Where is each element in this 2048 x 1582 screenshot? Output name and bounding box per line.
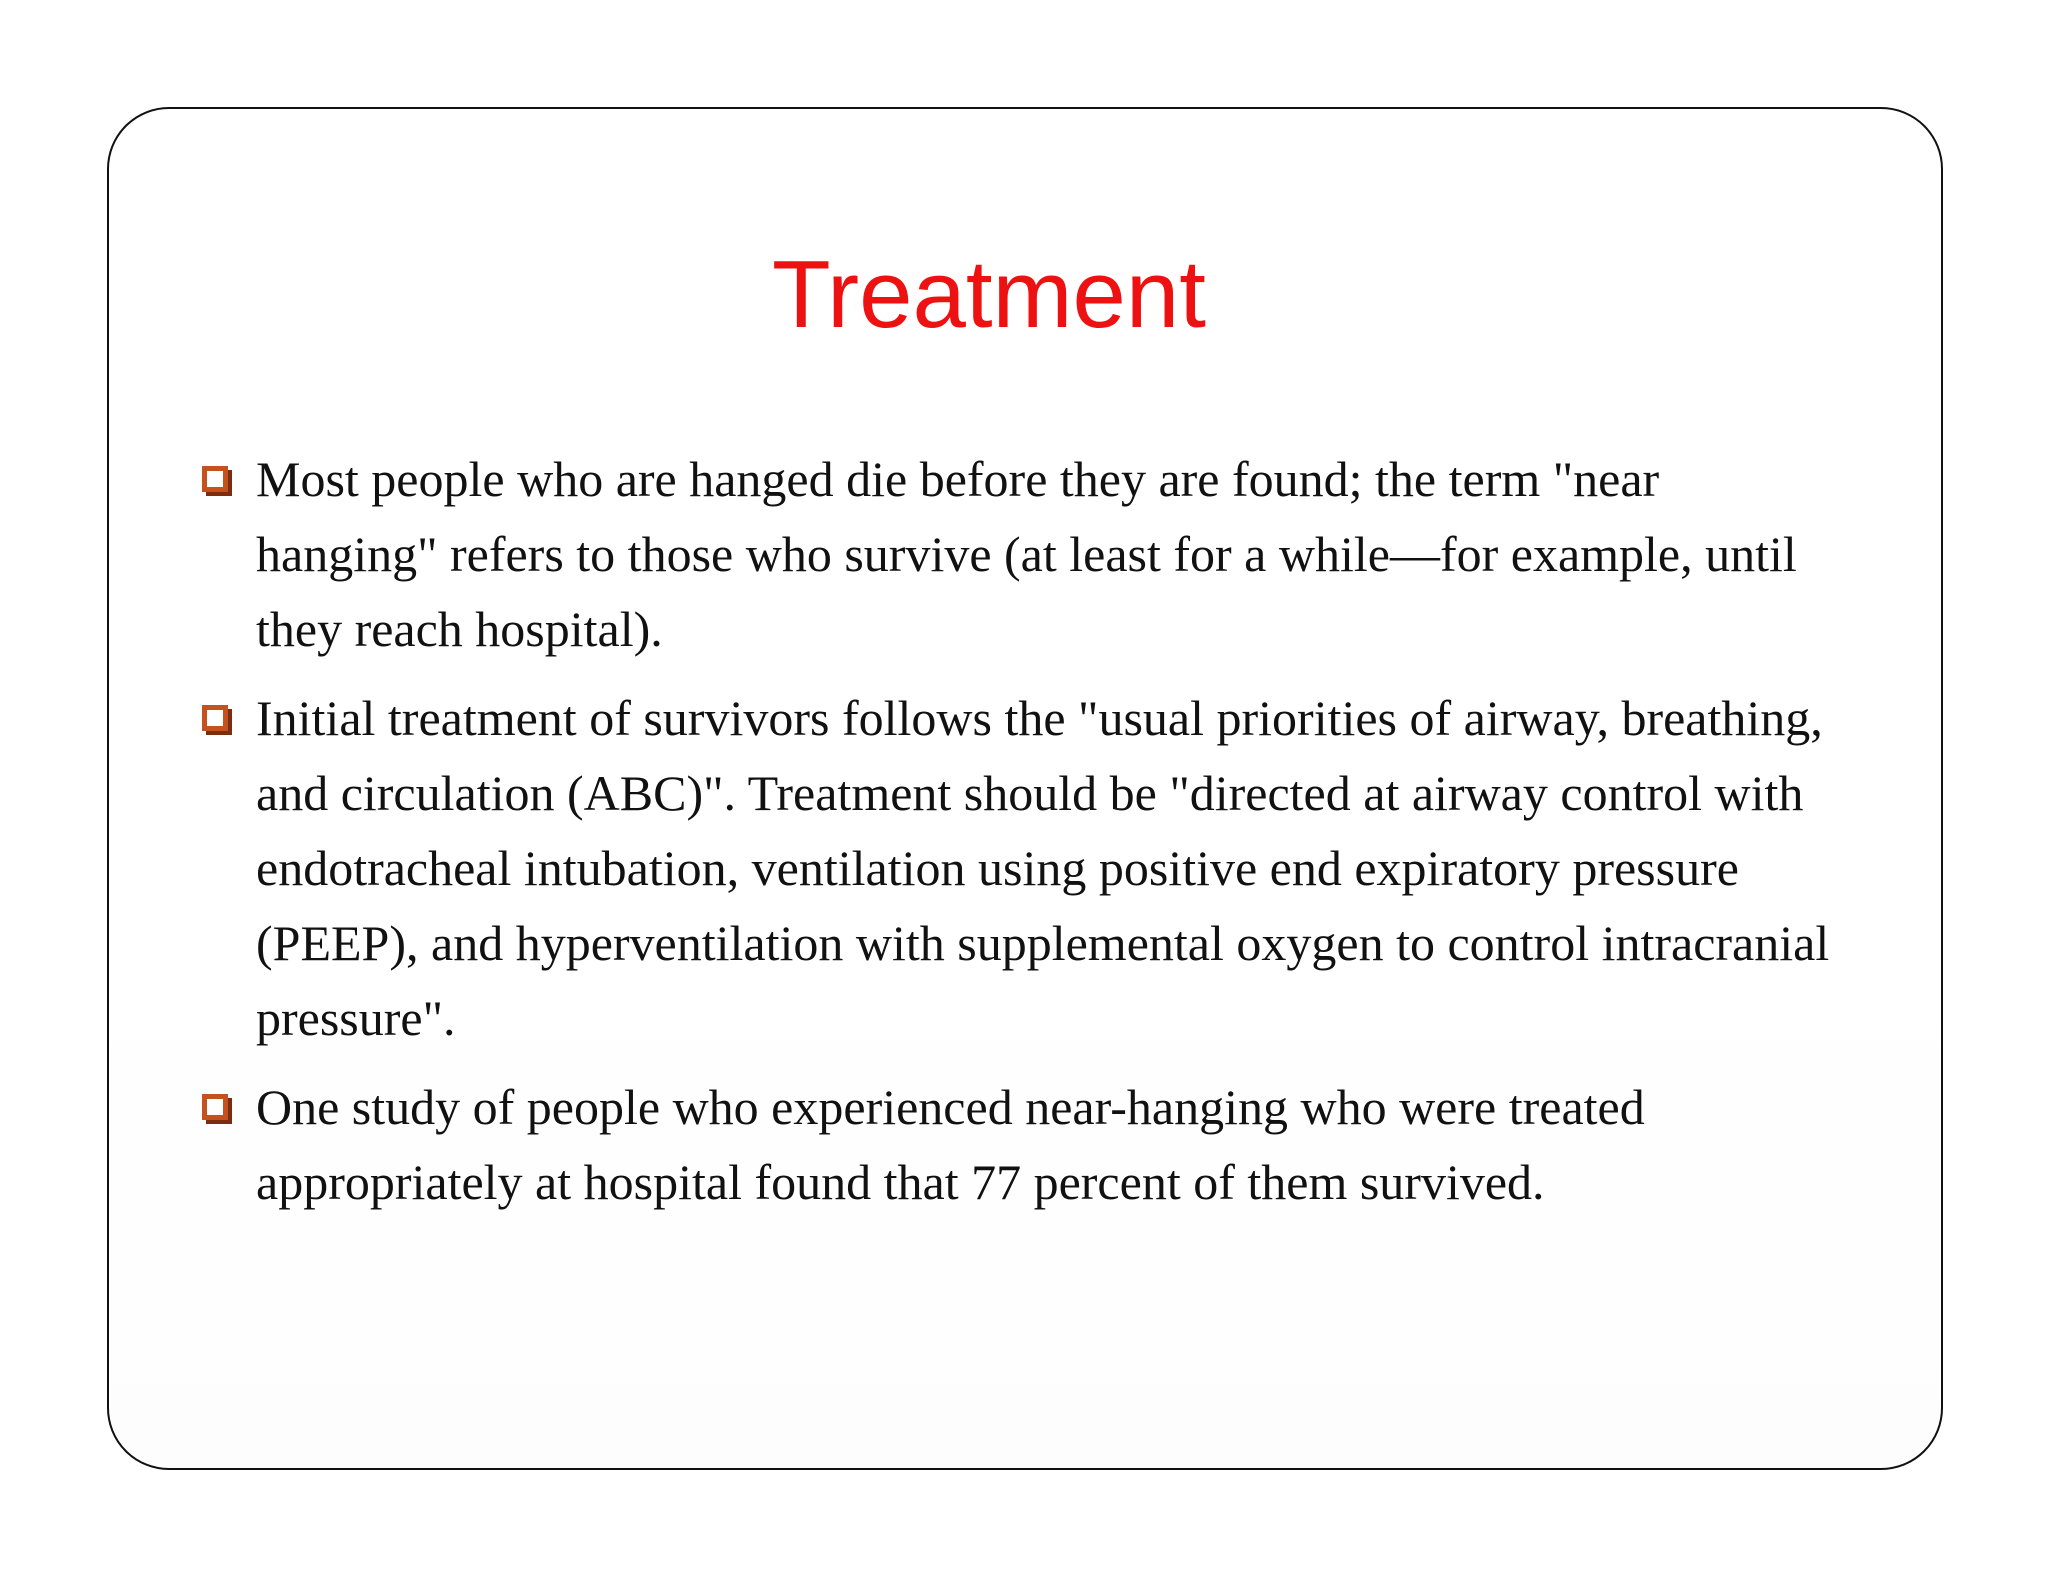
bullet-item [200, 681, 1850, 1056]
checkbox-square-icon [202, 1094, 228, 1120]
bullet-text: Initial treatment of survivors follows the "usual priorities of airway, breathing, and circulation (ABC)". Treatment should be "directed at airway control with endotracheal intubation, ventilation using positive end expiratory pressure (PEEP), and hyperventilation with supplemental oxygen to control intracranial pressure". [256, 690, 1830, 1046]
checkbox-square-icon [202, 466, 228, 492]
bullet-text: Most people who are hanged die before they are found; the term "near hanging" refers to those who survive (at least for a while—for example, until they reach hospital). [256, 451, 1797, 657]
checkbox-square-icon [202, 705, 228, 731]
bullet-text: One study of people who experienced near-hanging who were treated appropriately at hospital found that 77 percent of them survived. [256, 1079, 1645, 1210]
bullet-item [200, 442, 1850, 667]
bullet-list [200, 442, 1850, 1234]
slide-title: Treatment [772, 241, 1206, 348]
bullet-item [200, 1070, 1850, 1220]
